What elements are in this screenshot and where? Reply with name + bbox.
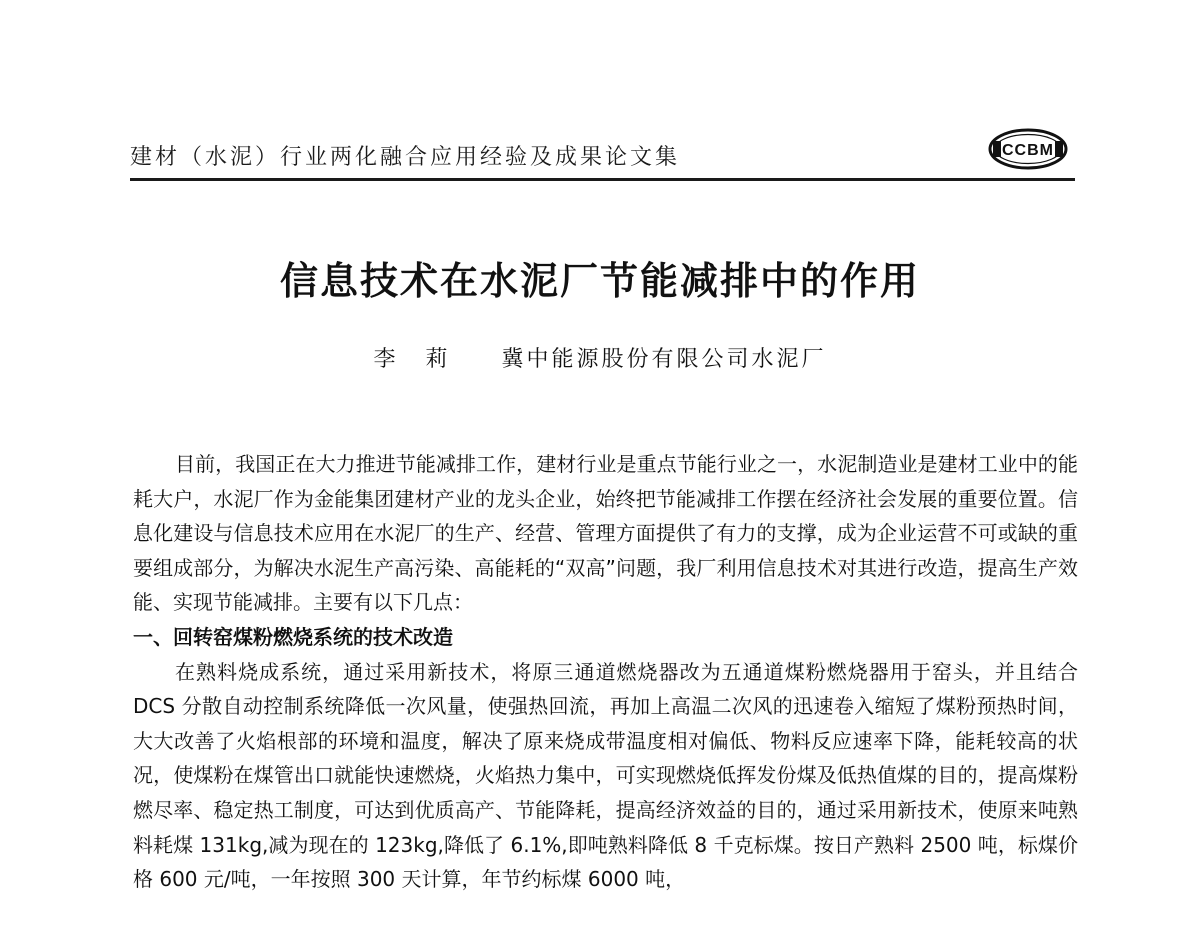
article-body (133, 447, 1078, 897)
article-title: 信息技术在水泥厂节能减排中的作用 (279, 258, 920, 303)
body-paragraph: 目前，我国正在大力推进节能减排工作，建材行业是重点节能行业之一，水泥制造业是建材工业中的能耗大户，水泥厂作为金能集团建材产业的龙头企业，始终把节能减排工作摆在经济社会发展的重要位置。信息化建设与信息技术应用在水泥厂的生产、经营、管理方面提供了有力的支撑，成为企业运营不可或缺的重要组成部分，为解决水泥生产高污染、高能耗的“双高”问题，我厂利用信息技术对其进行改造，提高生产效能、实现节能减排。主要有以下几点： (133, 452, 1078, 615)
running-header (130, 133, 1075, 181)
header-rule (130, 178, 1075, 181)
logo-text: CCBM (1002, 142, 1054, 159)
section-heading: 一、回转窑煤粉燃烧系统的技术改造 (133, 624, 453, 649)
byline (0, 342, 1200, 373)
author-name: 李莉 (373, 347, 478, 372)
proceedings-title: 建材（水泥）行业两化融合应用经验及成果论文集 (130, 145, 681, 170)
author-affiliation: 冀中能源股份有限公司水泥厂 (501, 347, 827, 372)
ccbm-logo (987, 127, 1069, 171)
body-paragraph: 在熟料烧成系统，通过采用新技术，将原三通道燃烧器改为五通道煤粉燃烧器用于窑头，并且结合 DCS 分散自动控制系统降低一次风量，使强热回流，再加上高温二次风的迅速卷入缩短了煤粉预热时间，大大改善了火焰根部的环境和温度，解决了原来烧成带温度相对偏低、物料反应速率下降，能耗较高的状况，使煤粉在煤管出口就能快速燃烧，火焰热力集中，可实现燃烧低挥发份煤及低热值煤的目的，提高煤粉燃尽率、稳定热工制度，可达到优质高产、节能降耗，提高经济效益的目的，通过采用新技术，使原来吨熟料耗煤 131kg,减为现在的 123kg,降低了 6.1%,即吨熟料降低 8 千克标煤。按日产熟料 2500 吨，标煤价格 600 元/吨，一年按照 300 天计算，年节约标煤 6000 吨， (133, 659, 1078, 892)
